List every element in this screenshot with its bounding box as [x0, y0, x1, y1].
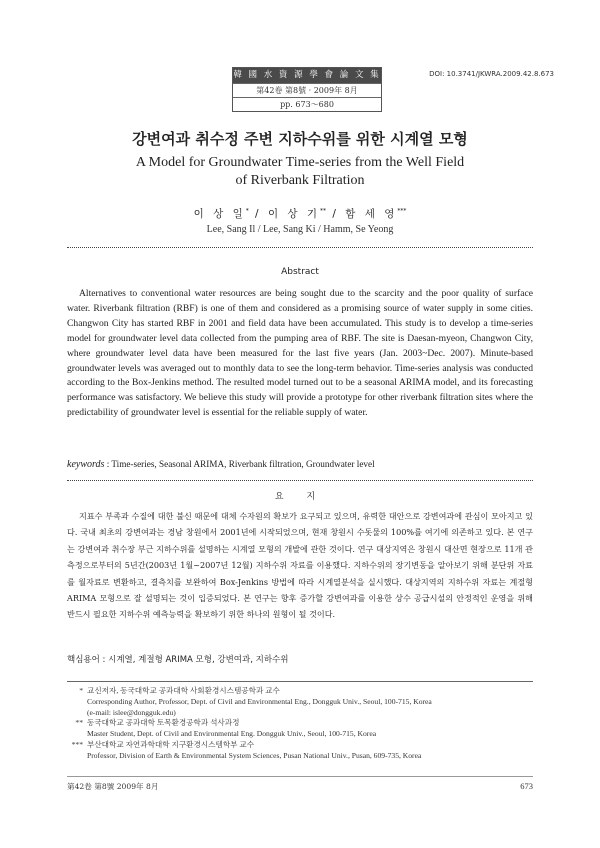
title-english	[0, 154, 600, 190]
footer-issue: 第42卷 第8號 2009年 8月	[67, 782, 159, 791]
footnote-3-line2: Professor, Division of Earth & Environmental System Sciences, Pusan National Univ., Pusan, 609-735, Korea	[87, 750, 422, 760]
keywords	[67, 459, 533, 470]
footer-rule	[67, 776, 533, 777]
journal-info-box	[232, 67, 382, 112]
abstract-heading: Abstract	[281, 267, 319, 277]
footnote-rule	[67, 681, 533, 682]
divider-middle	[67, 480, 533, 481]
author-3-mark: ***	[397, 207, 407, 215]
page-number: 673	[520, 781, 533, 791]
footnote-1-line2: Corresponding Author, Professor, Dept. of Civil and Environmental Eng., Dongguk Univ., Seoul, 100-715, Korea	[87, 696, 432, 706]
author-2-mark: **	[320, 207, 327, 215]
abstract-body: Alternatives to conventional water resources are being sought due to the scarcity and the poor quality of surface water. Riverbank filtration (RBF) is one of them and considered as a promising source of water supply in some cities. Changwon City has started RBF in 2001 and field data have been accumulated. This study is to develop a time-series model for groundwater level data collected from the pumping area of RBF. The site is Daesan-myeon, Changwon City, where groundwater level data have been measured for the last five years (Jan. 2003~Dec. 2007). Minute-based groundwater levels was averaged out to monthly data to see the long-term behavior. Time-series analysis was conducted according to the Box-Jenkins method. The resulted model turned out to be a seasonal ARIMA model, and its forecasting performance was satisfactory. We believe this study will provide a prototype for other riverbank filtration sites where the predictability of groundwater level is essential for the reliable supply of water.	[67, 288, 533, 419]
footnotes	[67, 686, 537, 762]
title-english-line1: A Model for Groundwater Time-series from the Well Field	[135, 155, 465, 170]
journal-name: 韓 國 水 資 源 學 會 論 文 集	[233, 68, 381, 83]
keywords-text: : Time-series, Seasonal ARIMA, Riverbank filtration, Groundwater level	[106, 459, 375, 469]
footnote-3-line1: 부산대학교 자연과학대학 지구환경시스템학부 교수	[87, 739, 255, 749]
title-korean: 강변여과 취수정 주변 지하수위를 위한 시계열 모형	[132, 130, 468, 148]
footnote-2-line2: Master Student, Dept. of Civil and Environmental Eng. Dongguk Univ., Seoul, 100-715, Korea	[87, 729, 377, 739]
doi[interactable]: DOI: 10.3741/JKWRA.2009.42.8.673	[429, 70, 554, 78]
authors-english: Lee, Sang Il / Lee, Sang Ki / Hamm, Se Yeong	[206, 224, 394, 235]
korean-abstract-body: 지표수 부족과 수질에 대한 불신 때문에 대체 수자원의 확보가 요구되고 있으며, 유력한 대안으로 강변여과에 관심이 모아지고 있다. 국내 최초의 강변여과는 경남 창원에서 2001년에 시작되었으며, 현재 창원시 수돗물의 100%를 여기에 의존하고 있다. 본 연구는 강변여과 취수장 부근 지하수위를 설명하는 시계열 모형의 개발에 관한 것이다. 연구 대상지역은 창원시 대산면 현장으로 11개 관측정으로부터의 5년간(2003년 1월~2007년 12월) 지하수위 자료를 이용했다. 지하수위의 장기변동을 알아보기 위해 분단위 자료를 월자료로 변환하고, 결측치를 보완하여 Box-Jenkins 방법에 따라 시계열분석을 실시했다. 대상지역의 지하수위 자료는 계절형 ARIMA 모형으로 잘 설명되는 것이 입증되었다. 본 연구는 향후 증가할 강변여과를 이용한 상수 공급시설의 안정적인 운영을 위해 반드시 필요한 지하수위 예측능력을 확보하기 위한 하나의 원형이 될 것이다.	[67, 511, 533, 620]
author-separator-1: /	[248, 208, 268, 220]
korean-abstract-heading: 요 지	[274, 492, 326, 502]
keywords-label: keywords	[67, 459, 105, 470]
footnote-1	[67, 686, 537, 718]
footnote-2-line1: 동국대학교 공과대학 토목환경공학과 석사과정	[87, 718, 240, 728]
footnote-1-line1: 교신저자, 동국대학교 공과대학 사회환경시스템공학과 교수	[87, 686, 280, 695]
journal-pages: pp. 673～680	[233, 97, 381, 111]
author-1-name: 이 상 일	[193, 208, 246, 220]
divider-top	[67, 247, 533, 248]
author-1-mark: *	[245, 207, 249, 215]
title-english-line2: of Riverbank Filtration	[235, 173, 365, 188]
author-separator-2: /	[326, 208, 346, 220]
korean-keywords: 핵심용어 : 시계열, 계절형 ARIMA 모형, 강변여과, 지하수위	[67, 655, 289, 665]
author-2-name: 이 상 기	[267, 208, 321, 220]
footnote-3	[67, 740, 537, 762]
footnote-3-mark: ***	[71, 739, 83, 749]
footnote-1-mark: *	[79, 686, 83, 695]
footnote-1-email[interactable]: (e-mail: islee@dongguk.edu)	[87, 707, 176, 717]
authors-korean	[0, 206, 600, 221]
footnote-2-mark: **	[75, 718, 83, 728]
footnote-2	[67, 718, 537, 740]
author-3-name: 함 세 영	[345, 208, 398, 220]
journal-volume-issue: 第42卷 第8號 · 2009年 8月	[233, 83, 381, 97]
